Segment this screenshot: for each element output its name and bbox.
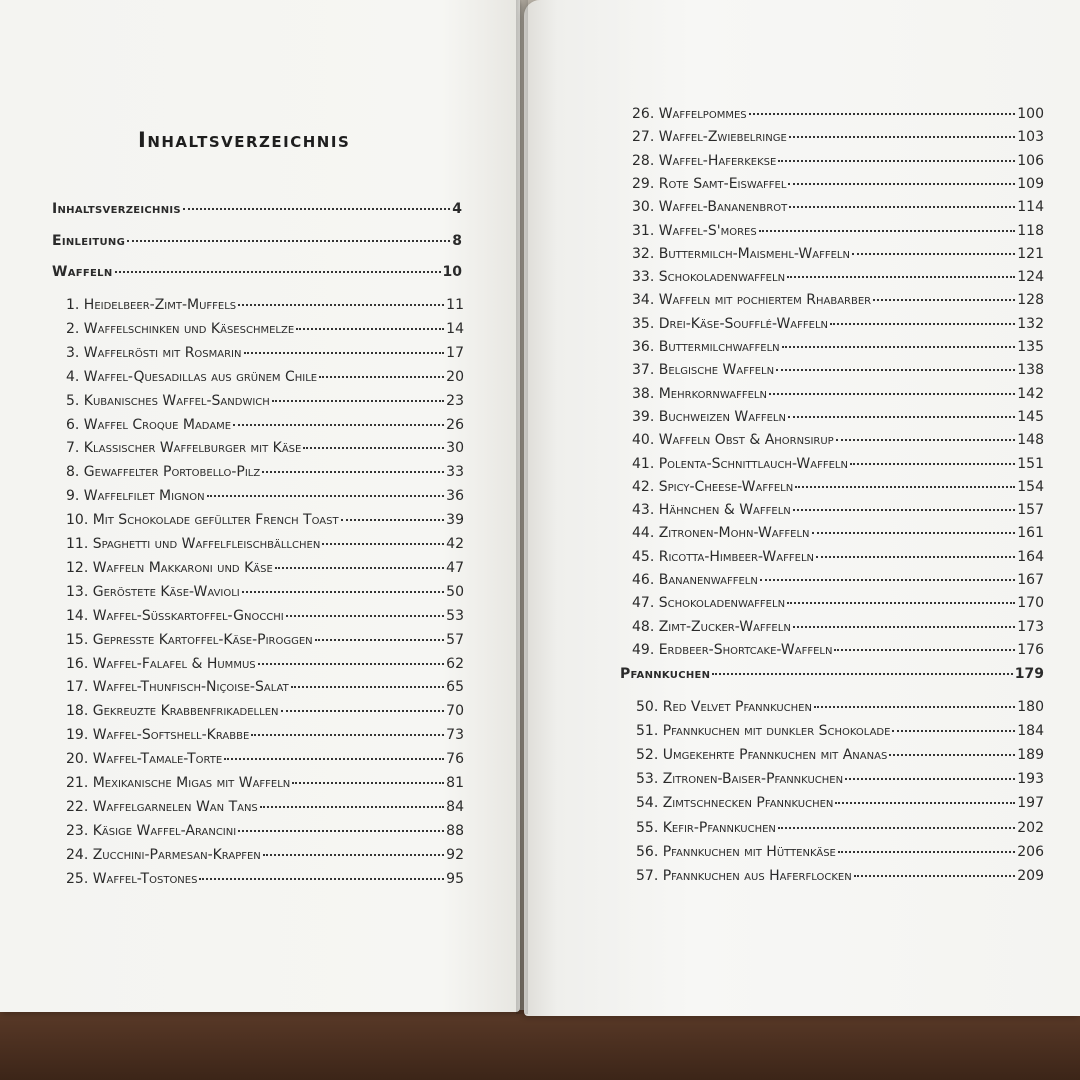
toc-entry (636, 793, 1044, 813)
toc-entry (66, 462, 464, 482)
toc-page-number: 184 (1017, 723, 1044, 740)
right-page (524, 0, 1080, 1016)
toc-entry-title: 7. Klassischer Waffelburger mit Käse (66, 440, 302, 457)
dot-leader (838, 851, 1015, 853)
toc-page-number: 157 (1017, 502, 1044, 519)
toc-entry (632, 221, 1044, 241)
toc-entry-title: 18. Gekreuzte Krabbenfrikadellen (66, 703, 279, 720)
toc-page-number: 154 (1017, 478, 1044, 495)
page-title: Inhaltsverzeichnis (138, 128, 351, 152)
dot-leader (272, 400, 444, 402)
toc-entry (66, 725, 464, 745)
toc-entry (66, 582, 464, 602)
toc-entry (66, 797, 464, 817)
dot-leader (852, 253, 1015, 255)
dot-leader (286, 615, 444, 617)
dot-leader (281, 710, 445, 712)
toc-entry-title: 53. Zitronen-Baiser-Pfannkuchen (636, 771, 844, 788)
toc-page-number: 70 (446, 703, 464, 720)
toc-entry-title: 12. Waffeln Makkaroni und Käse (66, 559, 273, 576)
dot-leader (258, 663, 445, 665)
dot-leader (238, 304, 444, 306)
toc-page-number: 170 (1017, 595, 1044, 612)
dot-leader (812, 532, 1016, 534)
toc-entry (66, 367, 464, 387)
toc-entry-title: Waffeln (52, 264, 113, 280)
toc-entry-title: 34. Waffeln mit pochiertem Rhabarber (632, 292, 872, 309)
toc-entry-title: Pfannkuchen (620, 666, 711, 682)
toc-page-number: 50 (446, 583, 464, 600)
toc-page-number: 39 (446, 512, 464, 529)
toc-entry-title: 50. Red Velvet Pfannkuchen (636, 699, 812, 715)
toc-entry-title: 35. Drei-Käse-Soufflé-Waffeln (632, 315, 829, 332)
toc-page-number: 47 (446, 559, 464, 576)
toc-page-number: 53 (446, 607, 464, 624)
dot-leader (242, 591, 444, 593)
toc-page-number: 173 (1017, 618, 1044, 635)
toc-page-number: 33 (446, 464, 464, 481)
dot-leader (778, 160, 1015, 162)
dot-leader (854, 875, 1016, 877)
dot-leader (793, 626, 1015, 628)
toc-page-number: 17 (446, 344, 464, 361)
toc-page-number: 106 (1017, 152, 1044, 169)
dot-leader (889, 754, 1015, 756)
toc-entry-title: 1. Heidelbeer-Zimt-Muffels (66, 297, 237, 313)
toc-entry (636, 842, 1044, 862)
toc-page-number: 142 (1017, 385, 1044, 402)
toc-page-number: 23 (446, 392, 464, 409)
toc-entry-title: 23. Käsige Waffel-Arancini (66, 822, 237, 839)
dot-leader (769, 393, 1015, 395)
toc-entry (632, 454, 1044, 474)
toc-entry-title: 19. Waffel-Softshell-Krabbe (66, 727, 250, 744)
dot-leader (789, 206, 1015, 208)
dot-leader (296, 328, 444, 330)
toc-entry (632, 384, 1044, 404)
toc-entry-title: Einleitung (52, 233, 126, 249)
dot-leader (788, 183, 1015, 185)
dot-leader (749, 113, 1016, 115)
toc-entry (66, 773, 464, 793)
toc-entry-title: 15. Gepresste Kartoffel-Käse-Piroggen (66, 631, 313, 648)
toc-page-number: 109 (1017, 175, 1044, 192)
toc-entry-title: 22. Waffelgarnelen Wan Tans (66, 798, 258, 815)
toc-entry (632, 547, 1044, 567)
toc-entry-title: 2. Waffelschinken und Käseschmelze (66, 320, 295, 337)
toc-page-number: 189 (1017, 747, 1044, 764)
toc-page-number: 20 (446, 368, 464, 385)
dot-leader (850, 463, 1015, 465)
toc-page-number: 4 (452, 201, 462, 217)
dot-leader (835, 802, 1015, 804)
toc-entry-title: 25. Waffel-Tostones (66, 870, 198, 887)
toc-entry-title: 43. Hähnchen & Waffeln (632, 502, 791, 519)
toc-entry (632, 500, 1044, 520)
dot-leader (814, 706, 1015, 708)
toc-entry-title: 49. Erdbeer-Shortcake-Waffeln (632, 641, 833, 658)
toc-entry (632, 244, 1044, 264)
toc-entry-title: 11. Spaghetti und Waffelfleischbällchen (66, 536, 321, 552)
toc-entry-title: 31. Waffel-S'mores (632, 222, 757, 239)
dot-leader (787, 602, 1015, 604)
toc-entry-title: 33. Schokoladenwaffeln (632, 269, 786, 286)
toc-entry-title: 39. Buchweizen Waffeln (632, 408, 786, 425)
toc-entry-title: 55. Kefir-Pfannkuchen (636, 819, 776, 836)
toc-entry (632, 477, 1044, 497)
dot-leader (322, 543, 444, 545)
toc-entry (636, 818, 1044, 838)
dot-leader (836, 439, 1016, 441)
dot-leader (788, 416, 1015, 418)
dot-leader (260, 806, 444, 808)
dot-leader (776, 369, 1015, 371)
toc-section (52, 262, 462, 282)
toc-entry-title: 28. Waffel-Haferkekse (632, 152, 777, 169)
toc-page-number: 36 (446, 488, 464, 505)
dot-leader (789, 136, 1015, 138)
dot-leader (834, 649, 1015, 651)
dot-leader (115, 271, 441, 273)
toc-entry-title: 37. Belgische Waffeln (632, 362, 775, 379)
toc-entry-title: Inhaltsverzeichnis (52, 201, 181, 217)
toc-page-number: 209 (1017, 867, 1044, 884)
dot-leader (760, 579, 1015, 581)
toc-entry (632, 197, 1044, 217)
toc-page-number: 42 (446, 536, 464, 552)
toc-page-number: 121 (1017, 245, 1044, 262)
toc-page-number: 95 (446, 870, 464, 887)
toc-entry (632, 314, 1044, 334)
dot-leader (303, 447, 444, 449)
dot-leader (787, 276, 1015, 278)
toc-entry (66, 869, 464, 889)
toc-page-number: 145 (1017, 408, 1044, 425)
toc-page-number: 65 (446, 679, 464, 696)
toc-page-number: 92 (446, 846, 464, 863)
toc-entry (66, 534, 464, 554)
dot-leader (207, 495, 445, 497)
toc-entry-title: 46. Bananenwaffeln (632, 572, 758, 588)
toc-entry (632, 151, 1044, 171)
toc-entry (632, 523, 1044, 543)
toc-entry-title: 32. Buttermilch-Maismehl-Waffeln (632, 245, 850, 262)
toc-entry-title: 26. Waffelpommes (632, 106, 747, 122)
dot-leader (892, 730, 1015, 732)
toc-page-number: 76 (446, 751, 464, 768)
toc-entry (632, 430, 1044, 450)
toc-entry (632, 337, 1044, 357)
toc-page-number: 202 (1017, 819, 1044, 836)
toc-entry (66, 630, 464, 650)
toc-page-number: 180 (1017, 699, 1044, 715)
toc-page-number: 73 (446, 727, 464, 744)
toc-entry (636, 866, 1044, 886)
toc-page-number: 193 (1017, 771, 1044, 788)
toc-page-number: 164 (1017, 548, 1044, 565)
dot-leader (291, 686, 444, 688)
book-gutter (516, 0, 528, 1014)
toc-entry (632, 570, 1044, 590)
toc-page-number: 8 (452, 233, 462, 249)
toc-entry (632, 174, 1044, 194)
table-surface (0, 1010, 1080, 1080)
toc-entry (632, 407, 1044, 427)
dot-leader (341, 519, 445, 521)
toc-entry-title: 47. Schokoladenwaffeln (632, 595, 786, 612)
toc-page-number: 161 (1017, 525, 1044, 542)
toc-entry-title: 9. Waffelfilet Mignon (66, 488, 205, 505)
toc-entry (66, 391, 464, 411)
toc-entry-title: 14. Waffel-Süsskartoffel-Gnocchi (66, 607, 284, 624)
toc-page-number: 114 (1017, 199, 1044, 216)
toc-entry (632, 290, 1044, 310)
toc-entry (66, 415, 464, 435)
dot-leader (782, 346, 1016, 348)
toc-page-number: 30 (446, 440, 464, 457)
toc-entry-title: 21. Mexikanische Migas mit Waffeln (66, 775, 291, 791)
dot-leader (262, 471, 444, 473)
toc-entry (636, 745, 1044, 765)
toc-page-number: 100 (1017, 106, 1044, 122)
dot-leader (759, 230, 1016, 232)
toc-entry-title: 13. Geröstete Käse-Wavioli (66, 583, 240, 600)
toc-entry (66, 295, 464, 315)
toc-entry (66, 701, 464, 721)
dot-leader (816, 556, 1015, 558)
dot-leader (251, 734, 444, 736)
left-page (0, 0, 520, 1012)
dot-leader (199, 878, 444, 880)
toc-page-number: 118 (1017, 222, 1044, 239)
toc-entry (632, 640, 1044, 660)
toc-entry-title: 40. Waffeln Obst & Ahornsirup (632, 432, 834, 449)
toc-entry-title: 54. Zimtschnecken Pfannkuchen (636, 795, 834, 812)
toc-page-number: 206 (1017, 843, 1044, 860)
dot-leader (315, 639, 445, 641)
toc-entry-title: 30. Waffel-Bananenbrot (632, 199, 788, 216)
toc-page-number: 167 (1017, 572, 1044, 588)
toc-entry-title: 52. Umgekehrte Pfannkuchen mit Ananas (636, 747, 888, 764)
toc-entry-title: 6. Waffel Croque Madame (66, 416, 232, 433)
dot-leader (233, 424, 444, 426)
dot-leader (793, 509, 1016, 511)
dot-leader (244, 352, 445, 354)
toc-page-number: 176 (1017, 641, 1044, 658)
toc-entry-title: 57. Pfannkuchen aus Haferflocken (636, 867, 852, 884)
toc-entry (632, 127, 1044, 147)
toc-entry (66, 510, 464, 530)
toc-entry-title: 10. Mit Schokolade gefüllter French Toast (66, 512, 339, 529)
dot-leader (224, 758, 444, 760)
toc-entry-title: 3. Waffelrösti mit Rosmarin (66, 344, 242, 361)
toc-page-number: 132 (1017, 315, 1044, 332)
toc-entry-title: 5. Kubanisches Waffel-Sandwich (66, 392, 270, 409)
toc-entry-title: 29. Rote Samt-Eiswaffel (632, 175, 787, 192)
toc-entry-title: 42. Spicy-Cheese-Waffeln (632, 478, 794, 495)
toc-page-number: 26 (446, 416, 464, 433)
toc-entry-title: 17. Waffel-Thunfisch-Niçoise-Salat (66, 679, 289, 696)
dot-leader (127, 240, 450, 242)
toc-entry (66, 654, 464, 674)
toc-section (620, 664, 1044, 684)
toc-entry (66, 486, 464, 506)
toc-entry-title: 4. Waffel-Quesadillas aus grünem Chile (66, 368, 318, 385)
toc-page-number: 179 (1014, 666, 1044, 682)
dot-leader (292, 782, 444, 784)
toc-page-number: 14 (446, 320, 464, 337)
toc-entry-title: 36. Buttermilchwaffeln (632, 339, 780, 355)
toc-entry-title: 24. Zucchini-Parmesan-Krapfen (66, 846, 261, 863)
dot-leader (263, 854, 444, 856)
dot-leader (183, 208, 450, 210)
toc-section (52, 199, 462, 219)
toc-entry (632, 104, 1044, 124)
toc-page-number: 11 (446, 297, 464, 313)
toc-entry-title: 51. Pfannkuchen mit dunkler Schokolade (636, 723, 891, 740)
toc-entry (66, 845, 464, 865)
toc-page-number: 138 (1017, 362, 1044, 379)
dot-leader (712, 673, 1012, 675)
toc-entry-title: 56. Pfannkuchen mit Hüttenkäse (636, 843, 836, 860)
toc-entry (632, 267, 1044, 287)
toc-page-number: 135 (1017, 339, 1044, 355)
toc-entry-title: 45. Ricotta-Himbeer-Waffeln (632, 548, 814, 565)
dot-leader (845, 778, 1015, 780)
toc-entry-title: 41. Polenta-Schnittlauch-Waffeln (632, 455, 848, 472)
toc-entry (66, 438, 464, 458)
toc-entry (66, 821, 464, 841)
toc-page-number: 103 (1017, 129, 1044, 146)
dot-leader (275, 567, 444, 569)
toc-entry (632, 617, 1044, 637)
toc-entry-title: 44. Zitronen-Mohn-Waffeln (632, 525, 810, 542)
toc-entry (66, 606, 464, 626)
toc-entry-title: 38. Mehrkornwaffeln (632, 385, 767, 402)
toc-page-number: 124 (1017, 269, 1044, 286)
toc-section (52, 231, 462, 251)
toc-entry-title: 27. Waffel-Zwiebelringe (632, 129, 787, 146)
dot-leader (778, 827, 1015, 829)
toc-entry (636, 697, 1044, 717)
toc-entry (632, 593, 1044, 613)
toc-page-number: 88 (446, 822, 464, 839)
toc-entry (66, 343, 464, 363)
toc-page-number: 148 (1017, 432, 1044, 449)
dot-leader (873, 299, 1015, 301)
toc-page-number: 128 (1017, 292, 1044, 309)
toc-page-number: 10 (442, 264, 462, 280)
toc-entry-title: 20. Waffel-Tamale-Torte (66, 751, 223, 768)
toc-page-number: 84 (446, 798, 464, 815)
toc-entry-title: 8. Gewaffelter Portobello-Pilz (66, 464, 261, 481)
toc-page-number: 62 (446, 655, 464, 672)
toc-entry-title: 16. Waffel-Falafel & Hummus (66, 655, 256, 672)
toc-entry (66, 677, 464, 697)
toc-page-number: 197 (1017, 795, 1044, 812)
dot-leader (319, 376, 444, 378)
dot-leader (795, 486, 1015, 488)
toc-page-number: 151 (1017, 455, 1044, 472)
toc-entry (632, 360, 1044, 380)
toc-entry-title: 48. Zimt-Zucker-Waffeln (632, 618, 791, 635)
toc-page-number: 81 (446, 775, 464, 791)
toc-entry (636, 769, 1044, 789)
toc-entry (636, 721, 1044, 741)
dot-leader (830, 323, 1015, 325)
toc-entry (66, 749, 464, 769)
dot-leader (238, 830, 444, 832)
toc-page-number: 57 (446, 631, 464, 648)
toc-entry (66, 558, 464, 578)
toc-entry (66, 319, 464, 339)
